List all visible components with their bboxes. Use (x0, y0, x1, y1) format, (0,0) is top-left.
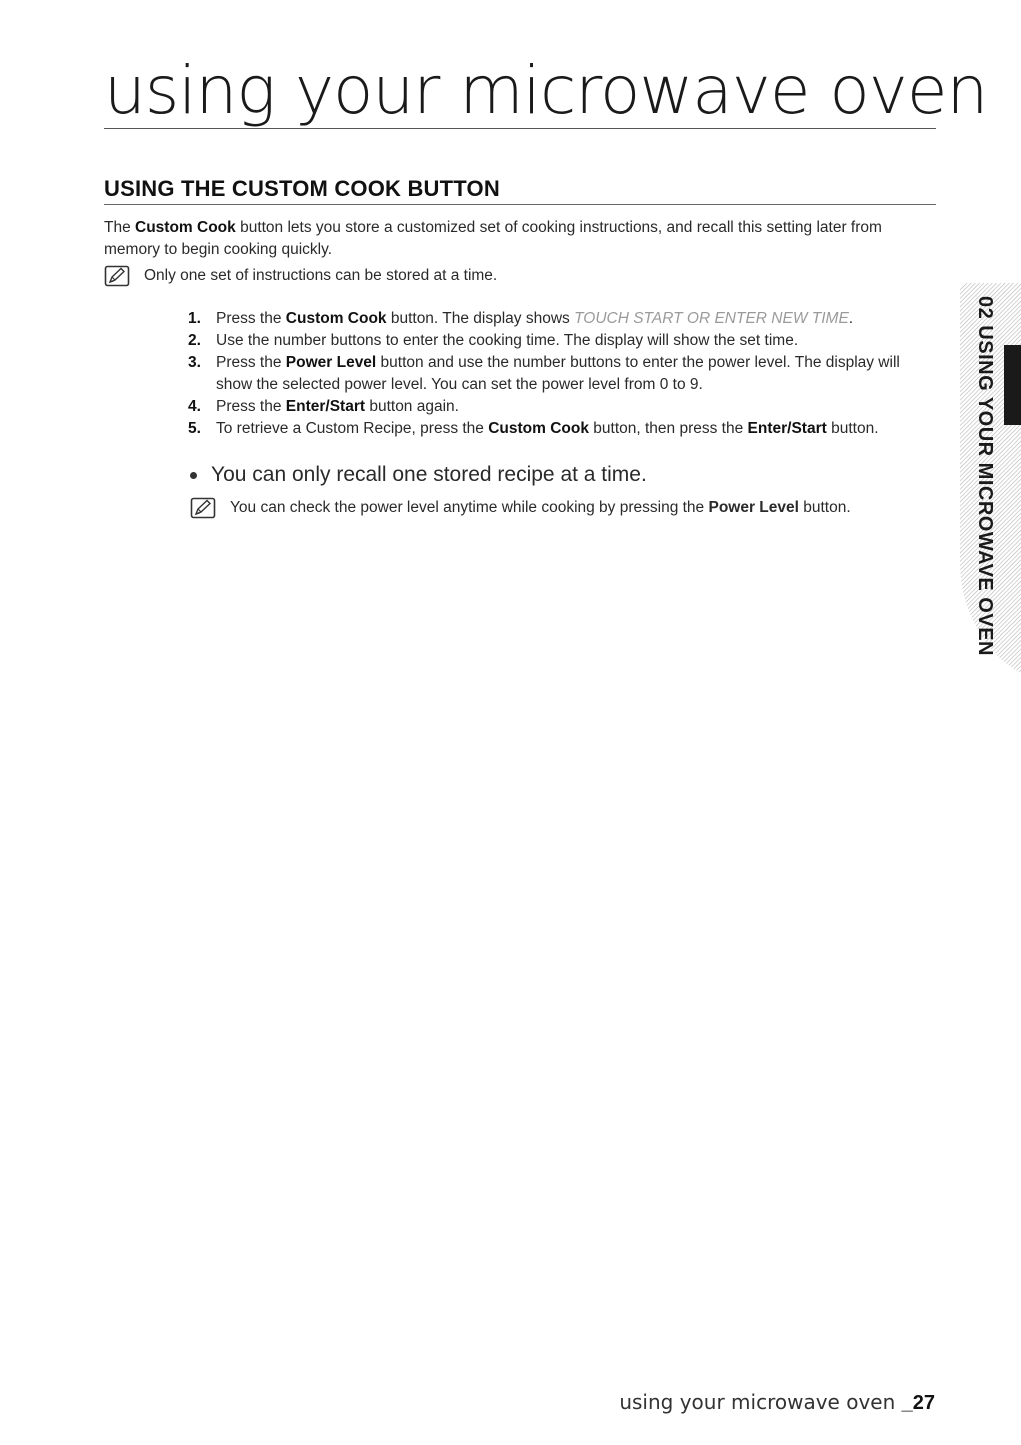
chapter-title: using your microwave oven (104, 52, 988, 129)
intro-text-after: button lets you store a customized set of cooking instructions, and recall this setting later from memory to begin cooking quickly. (104, 219, 882, 258)
step-text: button and use the number buttons to enter the power level. The display will show the selected power level. You can set the power level from 0 to 9. (216, 354, 900, 393)
step-number: 5. (188, 420, 201, 437)
step-number: 2. (188, 332, 201, 349)
note-icon (104, 265, 130, 287)
intro-bold-button-name: Custom Cook (135, 219, 236, 236)
chapter-title-rule (104, 128, 936, 129)
page-footer (619, 1390, 935, 1415)
intro-text-before: The (104, 219, 136, 236)
step-number: 1. (188, 310, 201, 327)
note-2-text (230, 497, 851, 519)
chapter-tab-marker (1004, 345, 1021, 425)
display-message: TOUCH START OR ENTER NEW TIME (574, 310, 849, 327)
step-text: button. The display shows (386, 310, 575, 327)
intro-paragraph (104, 217, 934, 261)
bullet-text: You can only recall one stored recipe at a time. (211, 463, 647, 486)
step-text: Press the (216, 310, 286, 327)
step-bold-button-name: Enter/Start (747, 420, 827, 437)
section-heading: USING THE CUSTOM COOK BUTTON (104, 176, 500, 201)
note-1 (104, 265, 497, 287)
step-text: To retrieve a Custom Recipe, press the (216, 420, 489, 437)
bullet-item (190, 462, 647, 488)
page-number: _27 (901, 1392, 935, 1414)
note-2-bold-button-name: Power Level (708, 499, 799, 516)
step-text: Press the (216, 398, 286, 415)
step-number: 3. (188, 354, 201, 371)
bullet-icon (190, 472, 197, 479)
step-2 (188, 330, 940, 352)
step-4 (188, 396, 940, 418)
step-bold-button-name: Custom Cook (285, 310, 387, 327)
note-icon (190, 497, 216, 519)
step-text: button again. (365, 398, 459, 415)
step-text: . (848, 310, 854, 327)
step-text: Press the (216, 354, 286, 371)
step-3 (188, 352, 940, 396)
note-1-text: Only one set of instructions can be stored at a time. (144, 267, 498, 284)
note-2-text-after: button. (798, 499, 851, 516)
steps-list (188, 308, 940, 440)
note-2-text-before: You can check the power level anytime while cooking by pressing the (230, 499, 709, 516)
step-bold-button-name: Power Level (285, 354, 377, 371)
step-text: Use the number buttons to enter the cooking time. The display will show the set time. (216, 332, 799, 349)
step-1 (188, 308, 940, 330)
note-2 (190, 497, 851, 519)
step-number: 4. (188, 398, 201, 415)
step-5 (188, 418, 940, 440)
step-text: button. (826, 420, 879, 437)
step-bold-button-name: Enter/Start (285, 398, 366, 415)
section-heading-rule (104, 204, 936, 205)
step-text: button, then press the (588, 420, 748, 437)
chapter-side-tab-label: 02 USING YOUR MICROWAVE OVEN (974, 296, 996, 656)
step-bold-button-name: Custom Cook (488, 420, 589, 437)
footer-title: using your microwave oven (619, 1390, 902, 1414)
